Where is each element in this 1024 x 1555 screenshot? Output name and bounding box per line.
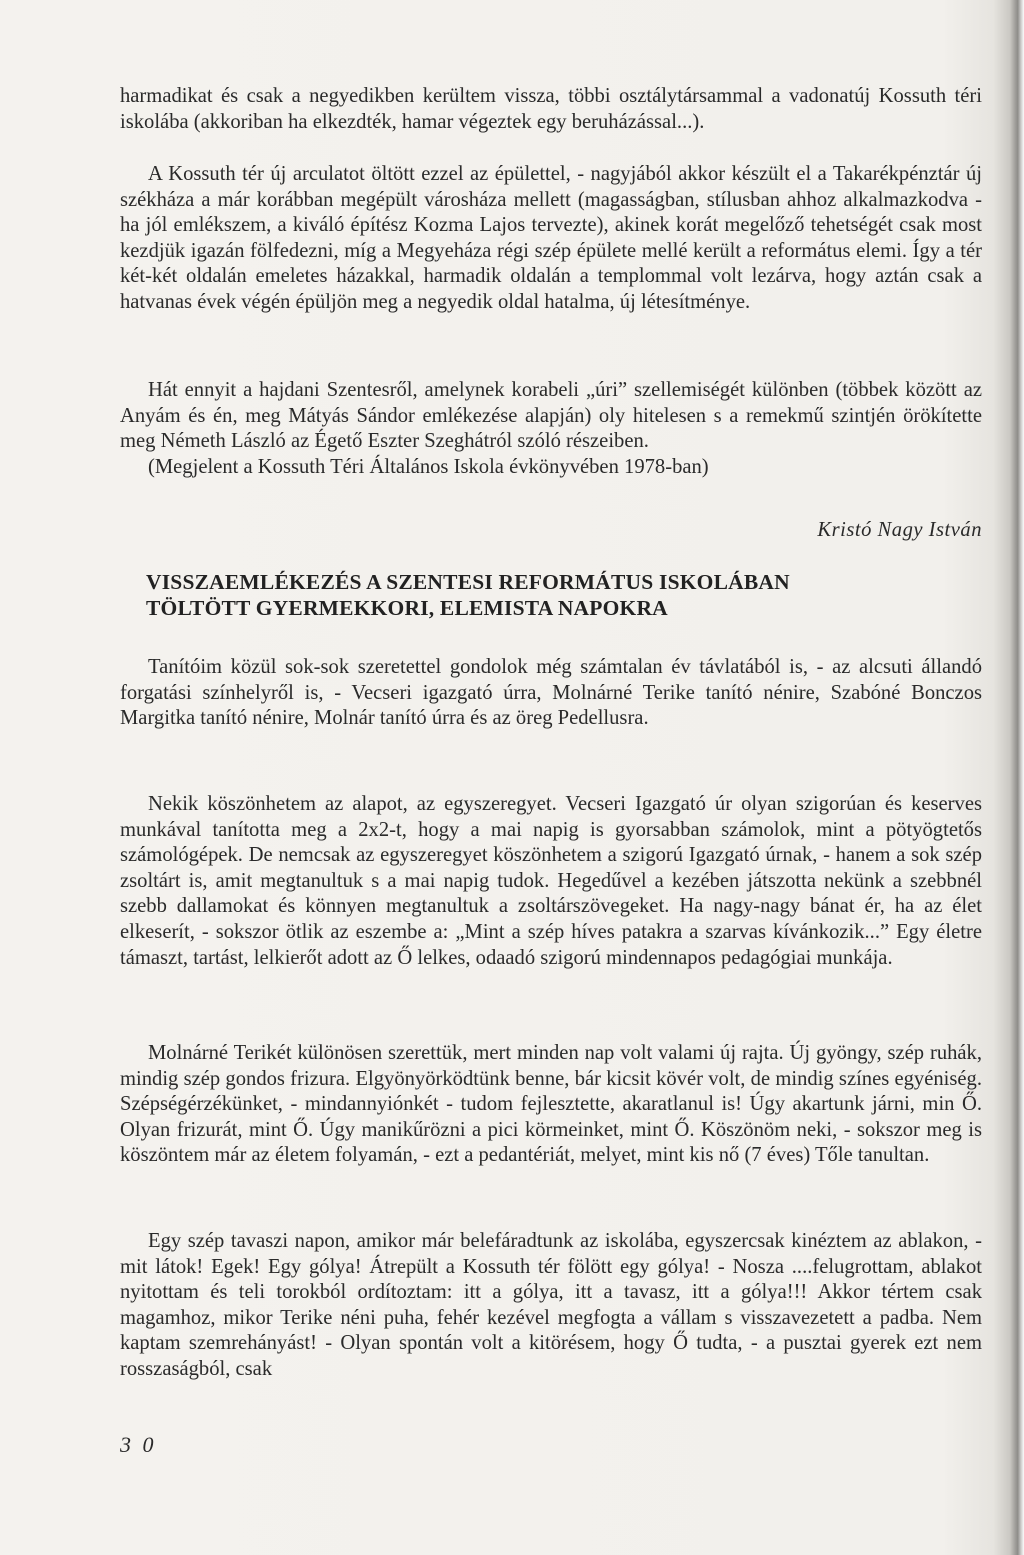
text-block-director (120, 792, 982, 971)
page-number: 3 0 (120, 1432, 157, 1457)
heading-line-1: VISSZAEMLÉKEZÉS A SZENTESI REFORMÁTUS ISKOLÁBAN (146, 570, 790, 594)
text-block-stork (120, 1229, 982, 1383)
paragraph-7: Molnárné Terikét különösen szerettük, mert minden nap volt valami új rajta. Új gyöngy, szép ruhák, mindig szép gondos frizura. Elgyönyörködtünk benne, bár kicsit kövér volt, de mindig színes egyéniség. Szépségérzékünket, - mindannyiónkét - tudom fejlesztette, akaratlanul is! Úgy akartunk járni, min Ő. Olyan frizurát, mint Ő. Úgy manikűrözni a pici körmeinket, mint Ő. Köszönöm neki, - sokszor meg is köszöntem már az életem folyamán, - ezt a pedantériát, melyet, mint kis nő (7 éves) Tőle tanultan. (120, 1042, 982, 1167)
paragraph-8: Egy szép tavaszi napon, amikor már belefáradtunk az iskolába, egyszercsak kinéztem az ablakon, - mit látok! Egek! Egy gólya! Átrepült a Kossuth tér fölött egy gólya! - Nosza ....felugrottam, ablakot nyitottam és teli torokból ordítoztam: itt a gólya, itt a tavasz, itt a gólya!!! Akkor tértem csak magamhoz, mikor Terike néni puha, fehér kezével megfogta a vállam s visszavezetett a padba. Nem kaptam szemrehányást! - Olyan spontán volt a kitörésem, hogy Ő tudta, - a pusztai gyerek ezt nem rosszaságból, csak (120, 1230, 982, 1380)
paragraph-1: harmadikat és csak a negyedikben kerültem vissza, többi osztálytársammal a vadonatúj Kossuth téri iskolába (akkoriban ha elkezdték, hamar végeztek egy beruházással...). (120, 85, 982, 133)
article-heading (146, 570, 982, 621)
author-signature: Kristó Nagy István (817, 519, 982, 541)
text-block-teachers (120, 655, 982, 732)
paragraph-6: Nekik köszönhetem az alapot, az egyszeregyet. Vecseri Igazgató úr olyan szigorúan és keserves munkával tanította meg a 2x2-t, hogy a mai napig is gyorsabban számolok, mint a pötyögtetős számológépek. De nemcsak az egyszeregyet köszönhetem a szigorú Igazgató úrnak, - hanem a sok szép zsoltárt is, amit megtanultuk s a mai napig tudok. Hegedűvel a kezében játszotta nekünk a szebbnél szebb dallamokat és könnyen megtanultuk a zsoltárszövegeket. Ha nagy-nagy bánat ér, ha az élet elkeserít, - sokszor ötlik az eszembe a: „Mint a szép híves patakra a szarvas kívánkozik...” Egy életre támaszt, tartást, lelkierőt adott az Ő lelkes, odaadó szigorú mindennapos pedagógiai munkája. (120, 793, 982, 969)
text-block-terike (120, 1041, 982, 1169)
text-block-kossuth (120, 162, 982, 316)
paragraph-5: Tanítóim közül sok-sok szeretettel gondolok még számtalan év távlatából is, - az alcsuti állandó forgatási színhelyről is, - Vecseri igazgató úrra, Molnárné Terike tanító nénire, Szabóné Bonczos Margitka tanító nénire, Molnár tanító úrra és az öreg Pedellusra. (120, 656, 982, 730)
page-edge-shadow (1010, 0, 1024, 1555)
paragraph-4: (Megjelent a Kossuth Téri Általános Iskola évkönyvében 1978-ban) (148, 455, 709, 478)
paragraph-3: Hát ennyit a hajdani Szentesről, amelynek korabeli „úri” szellemiségét különben (többek között az Anyám és én, meg Mátyás Sándor emlékezése alapján) oly hitelesen s a remekmű szintjén örökítette meg Németh László az Égető Eszter Szeghátról szóló részeiben. (120, 379, 982, 453)
heading-line-2: TÖLTÖTT GYERMEKKORI, ELEMISTA NAPOKRA (146, 595, 668, 620)
paragraph-2: A Kossuth tér új arculatot öltött ezzel az épülettel, - nagyjából akkor készült el a Takarékpénztár új székháza a már korábban megépült városháza mellett (magasságban, stílusban ahhoz alkalmazkodva - ha jól emlékszem, a kiváló építész Kozma Lajos tervezte), akinek korát megelőző tehetségét csak most kezdjük igazán fölfedezni, míg a Megyeháza régi szép épülete mellé került a református elemi. Így a tér két-két oldalán emeletes házakkal, harmadik oldalán a templommal volt lezárva, hogy aztán csak a hatvanas évek végén épüljön meg a negyedik oldal hatalma, új létesítménye. (120, 163, 982, 313)
text-block-top (120, 84, 982, 135)
text-block-szentes (120, 378, 982, 480)
